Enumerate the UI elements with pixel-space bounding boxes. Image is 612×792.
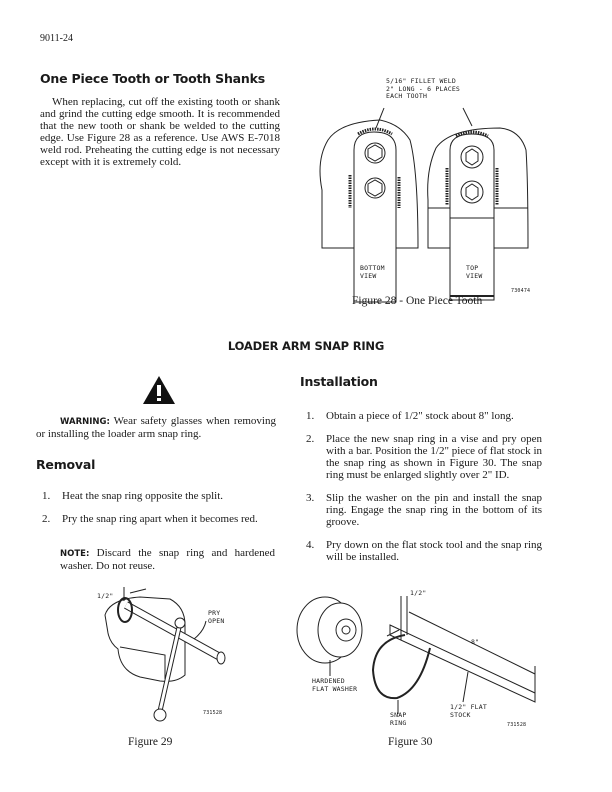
figure-29 xyxy=(80,585,280,735)
label-line: SNAP xyxy=(390,711,407,719)
flat-stock-label xyxy=(450,704,487,719)
leader-line xyxy=(463,672,468,702)
installation-step xyxy=(300,539,542,563)
snap-ring-label xyxy=(390,712,406,727)
step-number: 1. xyxy=(42,490,51,502)
installation-step xyxy=(300,410,542,422)
label-line: 1/2" FLAT xyxy=(450,703,488,711)
dimension-arrow xyxy=(130,589,146,593)
figure-30 xyxy=(285,590,545,740)
label-line: PRY xyxy=(208,609,221,617)
figure-ref-number: 730474 xyxy=(511,288,531,294)
note-text: Discard the snap ring and hardened washer. Do not reuse. xyxy=(60,547,275,572)
step-text: Pry down on the flat stock tool and the snap ring will be installed. xyxy=(326,539,542,563)
label-line: HARDENED xyxy=(312,677,345,685)
label-line: RING xyxy=(390,718,407,727)
installation-step xyxy=(300,433,542,481)
step-number: 1. xyxy=(306,410,315,422)
label-line: STOCK xyxy=(450,710,471,719)
installation-steps xyxy=(300,410,542,574)
warning-label: WARNING: xyxy=(60,417,110,427)
warning-message xyxy=(36,415,276,440)
removal-steps xyxy=(36,490,276,536)
label-line: VIEW xyxy=(360,271,377,280)
half-inch-label: 1/2" xyxy=(410,589,427,597)
label-line: OPEN xyxy=(208,616,225,625)
note-label: NOTE: xyxy=(60,549,90,559)
label-line: VIEW xyxy=(466,271,483,280)
step-number: 3. xyxy=(306,492,315,504)
figure-29-caption: Figure 29 xyxy=(128,736,173,748)
figure-ref-number: 731528 xyxy=(203,710,223,716)
figure-30-caption: Figure 30 xyxy=(388,736,433,748)
page-number: 9011-24 xyxy=(40,33,73,44)
callout-line: 5/16" FILLET WELD xyxy=(386,77,456,85)
tooth-section-heading: One Piece Tooth or Tooth Shanks xyxy=(40,71,265,86)
pry-bar-end xyxy=(217,652,225,664)
step-text: Slip the washer on the pin and install the snap ring. Engage the snap ring in the bottom of its groove. xyxy=(326,492,542,528)
step-text: Heat the snap ring opposite the split. xyxy=(62,490,223,502)
step-number: 2. xyxy=(42,513,51,525)
warning-icon xyxy=(142,375,176,405)
leader-line xyxy=(376,108,384,128)
section-title: LOADER ARM SNAP RING xyxy=(227,339,385,353)
hardened-washer-label xyxy=(312,678,357,693)
step-text: Obtain a piece of 1/2" stock about 8" long. xyxy=(326,410,514,422)
handle-knob xyxy=(154,709,166,721)
bottom-view-label xyxy=(360,265,385,280)
removal-heading: Removal xyxy=(36,457,96,472)
leader-line xyxy=(463,108,472,126)
vise-jaw xyxy=(120,647,165,679)
half-inch-label: 1/2" xyxy=(97,592,114,600)
step-number: 2. xyxy=(306,433,315,445)
vise-body xyxy=(105,597,185,681)
tooth-drawing xyxy=(300,70,590,310)
callout-line: EACH TOOTH xyxy=(386,92,428,100)
label-line: FLAT WASHER xyxy=(312,684,358,693)
leader-line xyxy=(194,621,206,639)
installation-heading: Installation xyxy=(300,374,378,389)
step-text: Place the new snap ring in a vise and pry open with a bar. Position the 1/2" piece of flat stock in the snap ring as shown in Figure 30. The snap ring must be enlarged slightly over 2" ID. xyxy=(326,433,542,481)
installation-step xyxy=(300,492,542,528)
warning-text: Wear safety glasses when removing or installing the loader arm snap ring. xyxy=(36,415,276,440)
figure-28 xyxy=(300,70,590,310)
step-text: Pry the snap ring apart when it becomes red. xyxy=(62,513,258,525)
snap-ring-tool-drawing xyxy=(285,590,545,740)
pry-open-label xyxy=(208,610,224,625)
vise-drawing xyxy=(80,585,280,735)
label-line: TOP xyxy=(466,264,479,272)
washer-hub xyxy=(318,603,362,657)
eight-inch-label: 8" xyxy=(471,638,480,646)
tooth-section-paragraph: When replacing, cut off the existing tooth or shank and grind the cutting edge smooth. It is recommended that the new tooth or shank be welded to the cutting edge. Use Figure 28 as a reference. Use AWS E-7018 weld rod. Preheating the cutting edge is not necessary except with it is extremely cold. xyxy=(40,96,280,168)
top-view-label xyxy=(466,265,482,280)
vise-handle xyxy=(160,623,180,711)
figure-ref-number: 731528 xyxy=(507,722,527,728)
removal-step xyxy=(36,513,276,525)
removal-note xyxy=(60,547,275,572)
removal-step xyxy=(36,490,276,502)
label-line: BOTTOM xyxy=(360,264,385,272)
figure-28-caption: Figure 28 - One Piece Tooth xyxy=(352,295,483,307)
handle-knob xyxy=(175,618,185,628)
step-number: 4. xyxy=(306,539,315,551)
callout-line: 2" LONG - 6 PLACES xyxy=(386,84,461,93)
